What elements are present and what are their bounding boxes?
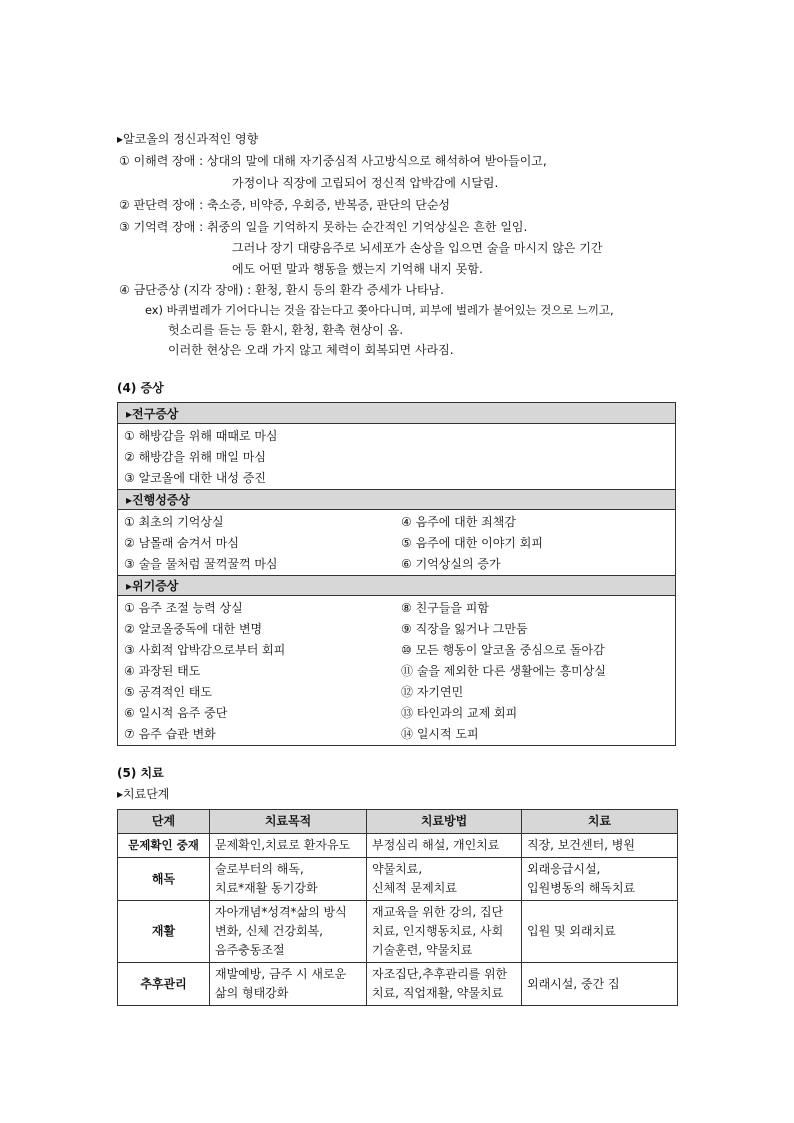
symptom-item: ② 남몰래 숨겨서 마심 [124, 536, 239, 550]
treatment-goal: 문제확인,치료로 환자유도 [210, 834, 367, 858]
treatment-place: 외래시설, 중간 집 [522, 963, 678, 1006]
symptom-item: ⑪ 술을 제외한 다른 생활에는 흥미상실 [401, 664, 606, 678]
symptom-item: ① 음주 조절 능력 상실 [124, 601, 243, 615]
symptom-item: ② 해방감을 위해 매일 마심 [124, 450, 266, 464]
symptom-row [118, 618, 675, 639]
header-method: 치료방법 [367, 810, 522, 834]
symptoms-section-body [118, 596, 675, 745]
treatment-header-row [118, 810, 678, 834]
treatment-place: 외래응급시설, 입원병동의 해독치료 [522, 858, 678, 901]
symptoms-table [117, 402, 676, 746]
treatment-place: 직장, 보건센터, 병원 [522, 834, 678, 858]
symptom-item: ⑬ 타인과의 교제 회피 [401, 706, 518, 720]
symptom-item: ① 해방감을 위해 때때로 마심 [124, 429, 278, 443]
symptom-item: ② 알코올중독에 대한 변명 [124, 622, 263, 636]
symptoms-section-header: ▸위기증상 [118, 575, 675, 596]
symptom-item: ⑫ 자기연민 [401, 685, 464, 699]
intro-item-3-line-2: 그러나 장기 대량음주로 뇌세포가 손상을 입으면 술을 마시지 않은 기간 [232, 241, 603, 255]
symptom-item: ④ 과장된 태도 [124, 664, 201, 678]
symptom-row [118, 425, 675, 446]
symptom-item: ① 최초의 기억상실 [124, 515, 224, 529]
treatment-stage: 문제확인 중재 [118, 834, 210, 858]
treatment-goal: 재발예방, 금주 시 새로운 삶의 형태강화 [210, 963, 367, 1006]
intro-item-4-line-2: ex) 바퀴벌레가 기어다니는 것을 잡는다고 쫒아다니며, 피부에 벌레가 붙어있는 것으로 느끼고, [145, 303, 614, 317]
symptom-row [118, 660, 675, 681]
treatment-row [118, 901, 678, 963]
treatment-method: 자조집단,추후관리를 위한 치료, 직업재활, 약물치료 [367, 963, 522, 1006]
treatment-row [118, 834, 678, 858]
treatment-row [118, 858, 678, 901]
symptoms-section-body [118, 510, 675, 575]
treatment-subtitle: ▸치료단계 [117, 787, 170, 801]
symptom-row [118, 681, 675, 702]
treatment-stage: 추후관리 [118, 963, 210, 1006]
treatment-goal: 술로부터의 해독, 치료*재활 동기강화 [210, 858, 367, 901]
treatment-goal: 자아개념*성격*삶의 방식 변화, 신체 건강회복, 음주충동조절 [210, 901, 367, 963]
symptom-item: ⑩ 모든 행동이 알코올 중심으로 돌아감 [401, 643, 605, 657]
symptom-item: ④ 음주에 대한 죄책감 [401, 515, 516, 529]
symptom-row [118, 446, 675, 467]
intro-item-4-line-4: 이러한 현상은 오래 가지 않고 체력이 회복되면 사라짐. [168, 343, 454, 357]
treatment-row [118, 963, 678, 1006]
symptoms-section-header: ▸전구증상 [118, 403, 675, 424]
symptoms-section-body [118, 424, 675, 489]
symptom-row [118, 639, 675, 660]
intro-item-2-line-1: ② 판단력 장애 : 축소증, 비약증, 우회증, 반복증, 판단의 단순성 [119, 198, 451, 212]
symptom-item: ⑧ 친구들을 피함 [401, 601, 489, 615]
symptom-item: ⑭ 일시적 도피 [401, 727, 479, 741]
symptom-item: ⑥ 일시적 음주 중단 [124, 706, 228, 720]
treatment-method: 부정심리 해설, 개인치료 [367, 834, 522, 858]
symptom-item: ⑦ 음주 습관 변화 [124, 727, 216, 741]
header-place: 치료 [522, 810, 678, 834]
symptom-row [118, 723, 675, 744]
intro-item-4-line-3: 헛소리를 듣는 등 환시, 환청, 환촉 현상이 옴. [168, 323, 404, 337]
intro-item-1-line-1: ① 이해력 장애 : 상대의 말에 대해 자기중심적 사고방식으로 해석하여 받아들이고, [119, 154, 547, 168]
intro-item-4-line-1: ④ 금단증상 (지각 장애) : 환청, 환시 등의 환각 증세가 나타남. [119, 283, 444, 297]
symptom-row [118, 467, 675, 488]
symptom-item: ⑤ 공격적인 태도 [124, 685, 212, 699]
treatment-stage: 해독 [118, 858, 210, 901]
treatment-title: (5) 치료 [117, 766, 164, 780]
symptoms-title: (4) 증상 [117, 381, 164, 395]
symptom-row [118, 702, 675, 723]
header-goal: 치료목적 [210, 810, 367, 834]
treatment-stage: 재활 [118, 901, 210, 963]
symptoms-section-header: ▸진행성증상 [118, 489, 675, 510]
symptom-row [118, 511, 675, 532]
symptom-item: ⑥ 기억상실의 증가 [401, 557, 501, 571]
intro-item-3-line-1: ③ 기억력 장애 : 취중의 일을 기억하지 못하는 순간적인 기억상실은 흔한 일임. [119, 220, 528, 234]
symptom-row [118, 597, 675, 618]
intro-item-3-line-3: 에도 어떤 말과 행동을 했는지 기억해 내지 못함. [232, 262, 483, 276]
intro-heading: ▸알코올의 정신과적인 영향 [117, 132, 259, 146]
treatment-place: 입원 및 외래치료 [522, 901, 678, 963]
symptom-row [118, 553, 675, 574]
intro-item-1-line-2: 가정이나 직장에 고립되어 정신적 압박감에 시달림. [232, 176, 499, 190]
symptom-item: ③ 사회적 압박감으로부터 회피 [124, 643, 286, 657]
treatment-method: 약물치료, 신체적 문제치료 [367, 858, 522, 901]
symptom-item: ③ 술을 물처럼 꿀꺽꿀꺽 마심 [124, 557, 278, 571]
treatment-method: 재교육을 위한 강의, 집단 치료, 인지행동치료, 사회 기술훈련, 약물치료 [367, 901, 522, 963]
header-stage: 단계 [118, 810, 210, 834]
symptom-item: ⑨ 직장을 잃거나 그만둠 [401, 622, 528, 636]
symptom-row [118, 532, 675, 553]
symptom-item: ⑤ 음주에 대한 이야기 회피 [401, 536, 543, 550]
treatment-table [117, 809, 678, 1006]
symptom-item: ③ 알코올에 대한 내성 증진 [124, 471, 266, 485]
